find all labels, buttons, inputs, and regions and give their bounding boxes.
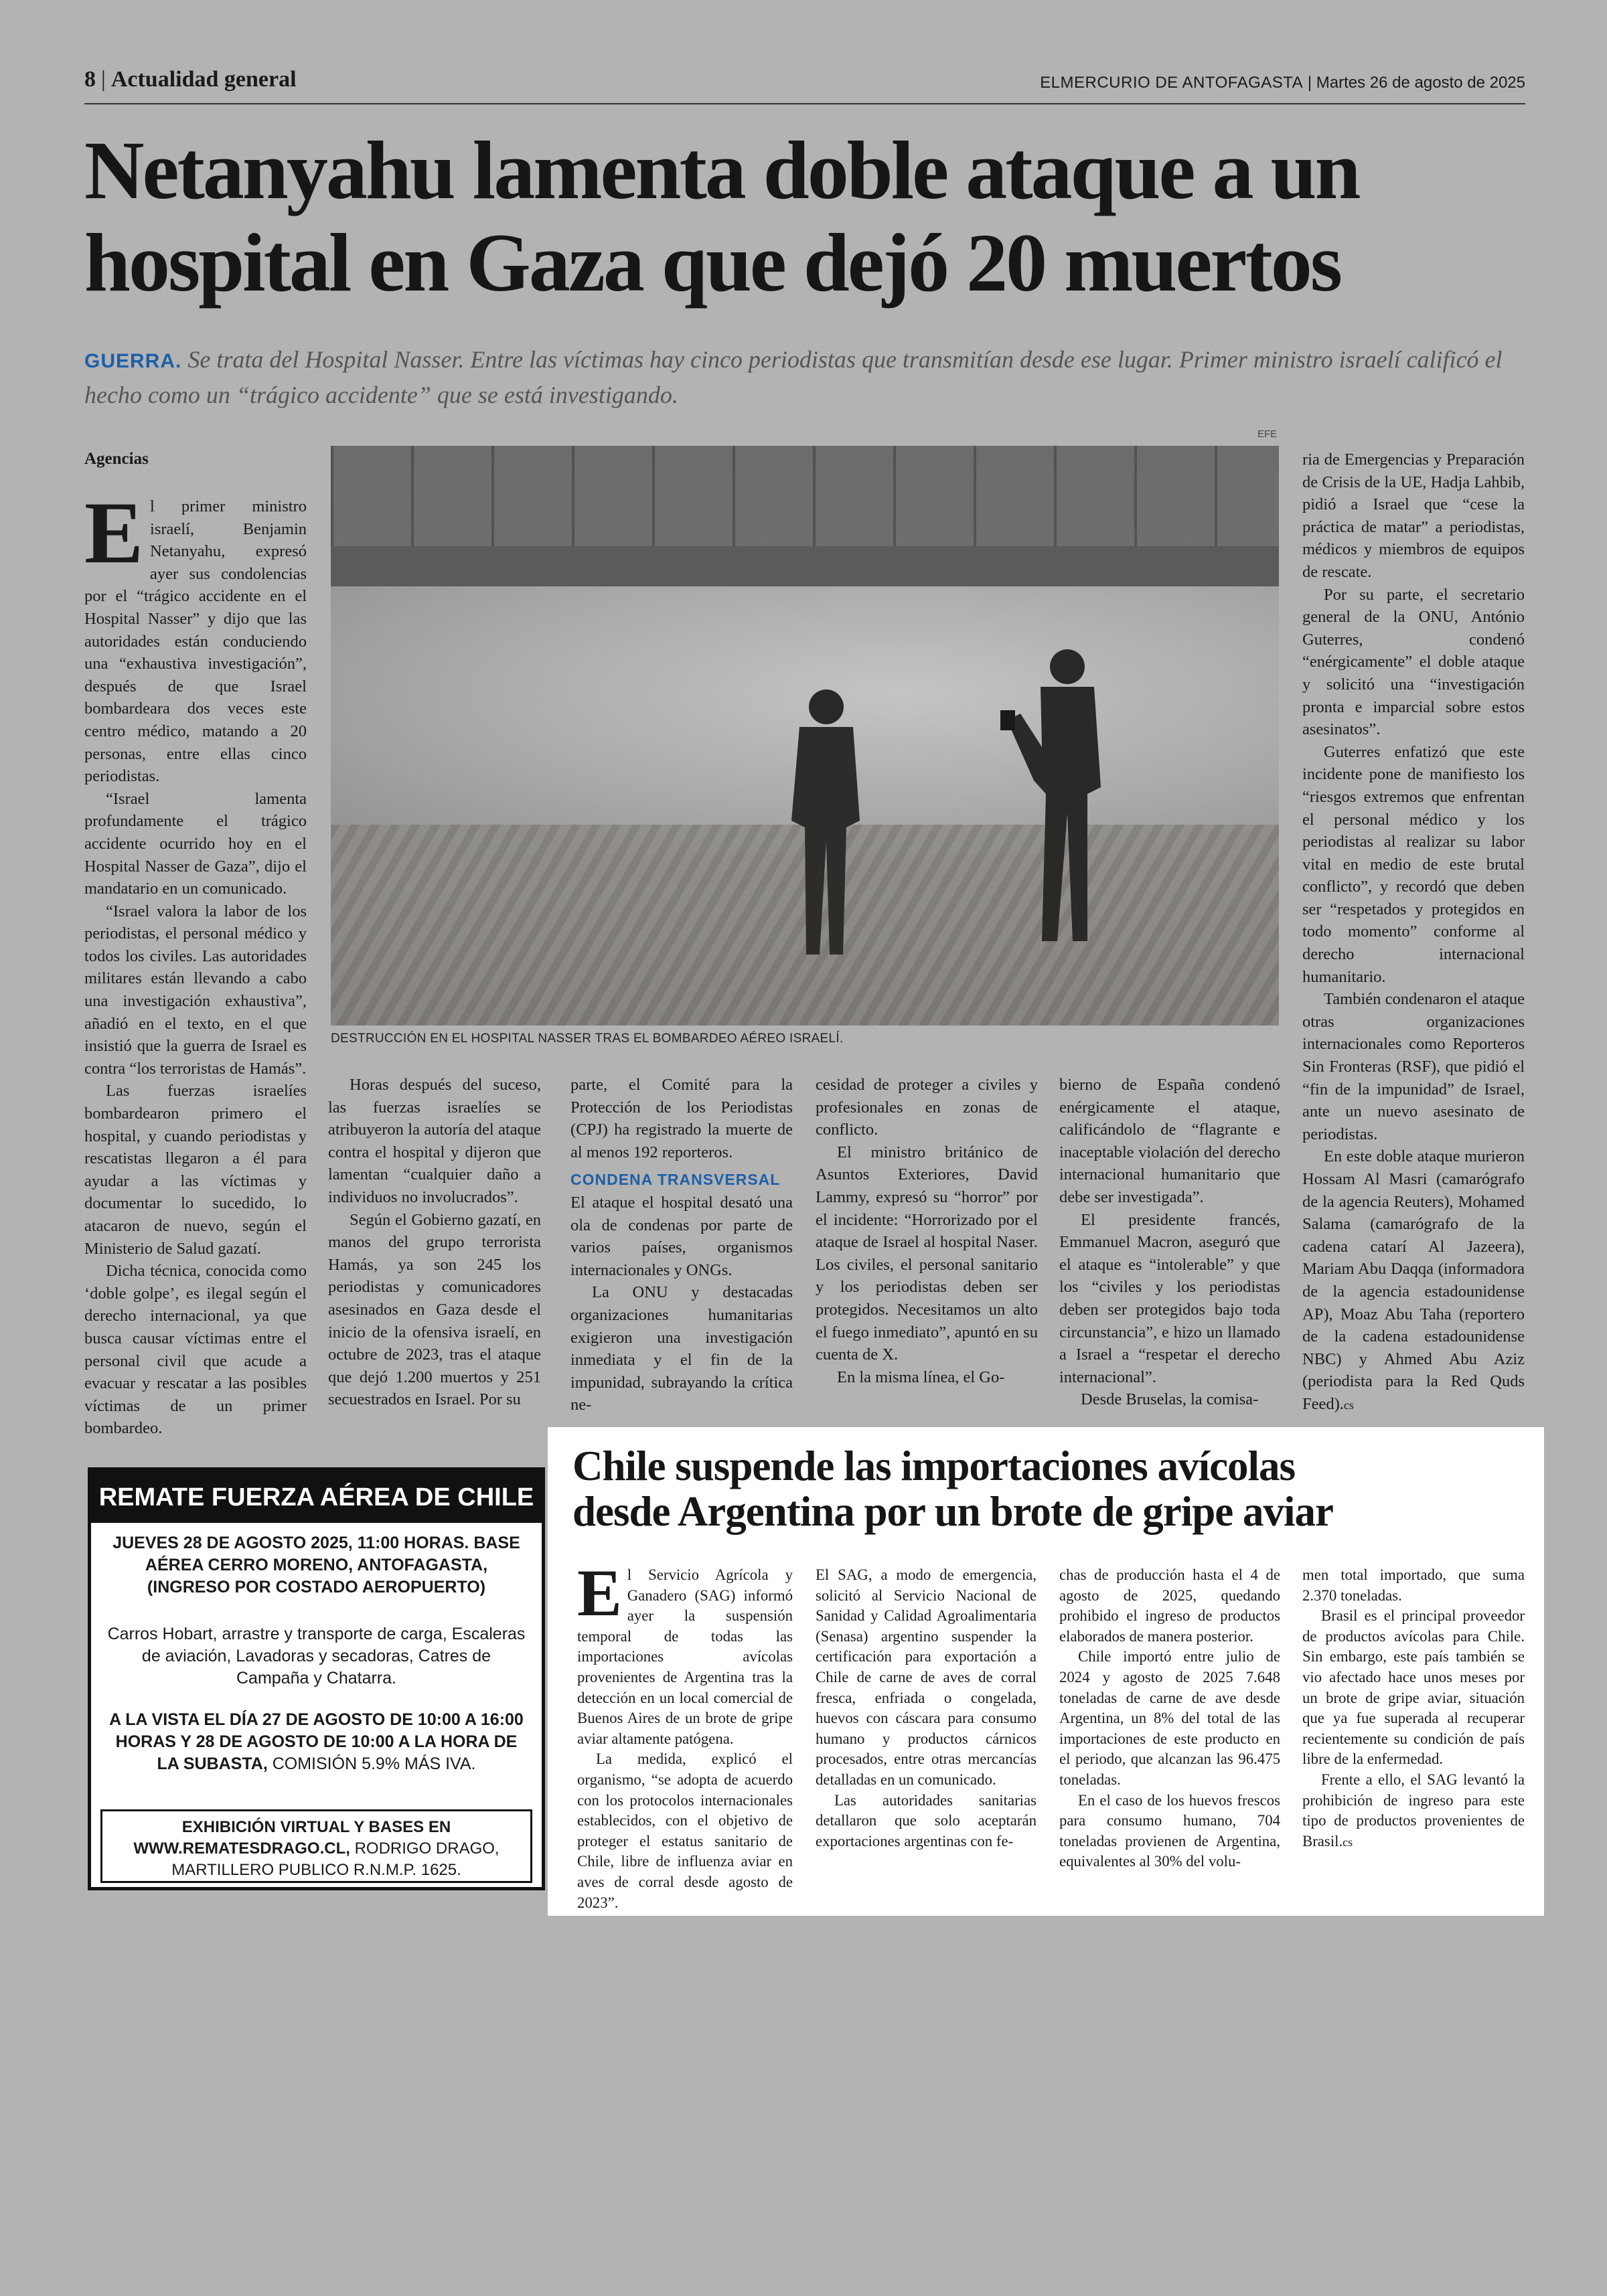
newspaper-name: ELMERCURIO DE ANTOFAGASTA (1040, 74, 1304, 92)
page-number: 8 (84, 67, 96, 92)
section-label: 8 | Actualidad general (84, 67, 297, 92)
main-headline (84, 125, 1525, 309)
ad-virtual-exhibition (100, 1809, 532, 1883)
paragraph: En la misma línea, el Go- (837, 1368, 1005, 1386)
end-mark: cs (1343, 1835, 1353, 1849)
drop-cap: E (577, 1556, 622, 1630)
paragraph: El ataque el hospital desató una ola de condenas por parte de varios países, organismos internacionales y ONGs. (570, 1193, 793, 1279)
deck-kicker: GUERRA. (84, 350, 182, 372)
paragraph: El presidente francés, Emmanuel Macron, aseguró que el ataque es “intolerable” y que los “civiles y los periodistas deben ser protegidos bajo toda circunstancia”, e hizo un llamado a Israel a “respetar el derecho internacional”. (1059, 1210, 1280, 1386)
headline-line-1: Netanyahu lamenta doble ataque a un (84, 125, 1359, 216)
paragraph: La ONU y destacadas organizaciones humanitarias exigieron una investigación inmediata y el fin de la impunidad, subrayando la crítica ne- (570, 1283, 793, 1414)
article2-column-3 (1059, 1565, 1280, 1872)
paragraph-text: En este doble ataque murieron Hossam Al Masri (camarógrafo de la agencia Reuters), Mohamed Salama (camarógrafo de la cadena catarí Al Jazeera), Mariam Abu Daqqa (informadora de la agencia estadounidense AP), Moaz Abu Taha (reportero de la cadena estadounidense NBC) y Ahmed Abu Aziz (periodista para la Red Quds Feed). (1302, 1147, 1525, 1413)
paragraph (577, 1556, 793, 1749)
section-name: Actualidad general (110, 67, 297, 92)
paragraph: Por su parte, el secretario general de la ONU, António Guterres, condenó “enérgicamente” el doble ataque y solicitó una “investigación pronta e imparcial sobre estos asesinatos”. (1302, 585, 1525, 739)
ad-viewing (104, 1709, 528, 1775)
article-deck (84, 343, 1525, 412)
paragraph: parte, el Comité para la Protección de los Periodistas (CPJ) ha registrado la muerte de al menos 192 reporteros. (570, 1076, 793, 1161)
ad-items: Carros Hobart, arrastre y transporte de carga, Escaleras de aviación, Lavadoras y secadoras, Catres de Campaña y Chatarra. (107, 1625, 526, 1688)
paragraph: “Israel lamenta profundamente el trágico accidente ocurrido hoy en el Hospital Nasser de Gaza”, dijo el mandatario en un comunicado. (84, 789, 307, 898)
paragraph (1302, 1145, 1525, 1416)
ad-date-location: JUEVES 28 DE AGOSTO 2025, 11:00 HORAS. BASE AÉREA CERRO MORENO, ANTOFAGASTA, (INGRESO POR COSTADO AEROPUERTO) (112, 1534, 520, 1596)
ad-title: REMATE FUERZA AÉREA DE CHILE (91, 1471, 542, 1523)
page-header (84, 64, 1525, 104)
paragraph: Dicha técnica, conocida como ‘doble golpe’, es ilegal según el derecho internacional, ya que busca causar víctimas entre el personal civil que acude a evacuar y rescatar a las posibles víctimas de un primer bombardeo. (84, 1262, 307, 1438)
article1-column-2 (328, 1074, 541, 1411)
photo-caption: DESTRUCCIÓN EN EL HOSPITAL NASSER TRAS EL BOMBARDEO AÉREO ISRAELÍ. (331, 1032, 844, 1046)
paragraph: men total importado, que suma 2.370 toneladas. (1302, 1566, 1525, 1604)
paragraph: El SAG, a modo de emergencia, solicitó al Servicio Nacional de Sanidad y Calidad Agroalimentaria (Senasa) argentino suspender la certificación para exportación a Chile de carne de aves de corral fresca, enfriada o congelada, huevos con cáscara para consumo humano y productos cárnicos procesados, entre otras mercancías detalladas en un comunicado. (816, 1566, 1037, 1788)
paragraph-text: l primer ministro israelí, Benjamin Netanyahu, expresó ayer sus condolencias por el “trágico accidente en el Hospital Nasser” y dijo que las autoridades están conduciendo una “exhaustiva investigación”, después de que Israel bombardeara dos veces este centro médico, matando a 20 personas, entre ellas cinco periodistas. (84, 497, 307, 786)
paragraph: Chile importó entre julio de 2024 y agosto de 2025 7.648 toneladas de carne de ave desde Argentina, un 8% del total de las importaciones de este producto en el periodo, que alcanzan las 96.475 toneladas. (1059, 1648, 1280, 1788)
issue-date: Martes 26 de agosto de 2025 (1316, 74, 1525, 92)
article1-column-1 (84, 483, 307, 1440)
article1-column-4 (816, 1074, 1038, 1388)
ad-viewing-bold: A LA VISTA EL DÍA 27 DE AGOSTO DE 10:00 A 16:00 HORAS Y 28 DE AGOSTO DE 10:00 A LA HORA DE LA SUBASTA, (109, 1710, 524, 1773)
article2-column-4 (1302, 1565, 1525, 1852)
deck-text: Se trata del Hospital Nasser. Entre las víctimas hay cinco periodistas que transmitían desde ese lugar. Primer ministro israelí calificó el hecho como un “trágico accidente” que se está investigando. (84, 346, 1503, 408)
paragraph: bierno de España condenó enérgicamente el ataque, calificándolo de “flagrante e inaceptable violación del derecho internacional humanitario que debe ser investigada”. (1059, 1076, 1280, 1206)
paragraph: Las autoridades sanitarias detallaron que solo aceptarán exportaciones argentinas con fe- (816, 1791, 1037, 1850)
ad-commission: COMISIÓN 5.9% MÁS IVA. (267, 1754, 476, 1773)
person-silhouette (773, 687, 873, 968)
paragraph-text: Frente a ello, el SAG levantó la prohibición de ingreso para este tipo de productos provenientes de Brasil. (1302, 1771, 1525, 1850)
ad-website: WWW.REMATESDRAGO.CL, (133, 1839, 350, 1858)
paragraph: ria de Emergencias y Preparación de Crisis de la UE, Hadja Lahbib, pidió a Israel que “cese la práctica de matar” a periodistas, médicos y miembros de equipos de rescate. (1302, 450, 1525, 581)
paragraph: cesidad de proteger a civiles y profesionales en zonas de conflicto. (816, 1076, 1038, 1139)
paragraph: También condenaron el ataque otras organizaciones internacionales como Reporteros Sin Fronteras (RSF), que pidió el “fin de la impunidad” de Israel, ante un nuevo asesinato de periodistas. (1302, 990, 1525, 1143)
paragraph: Según el Gobierno gazatí, en manos del grupo terrorista Hamás, ya son 245 los periodistas y comunicadores asesinados en Gaza desde el inicio de la ofensiva israelí, en octubre de 2023, tras el ataque que dejó 1.200 muertos y 251 secuestrados en Israel. Por su (328, 1210, 541, 1409)
article1-column-6 (1302, 448, 1525, 1417)
paragraph (1302, 1770, 1525, 1852)
byline: Agencias (84, 450, 149, 468)
paragraph: chas de producción hasta el 4 de agosto de 2025, quedando prohibido el ingreso de productos elaborados de manera posterior. (1059, 1566, 1280, 1645)
paragraph: “Israel valora la labor de los periodistas, el personal médico y todos los civiles. Las autoridades militares están llevando a cabo una investigación exhaustiva”, añadió en el texto, en el que insistió que la guerra de Israel es contra “los terroristas de Hamás”. (84, 902, 307, 1078)
headline-line-2: hospital en Gaza que dejó 20 muertos (84, 217, 1341, 309)
paragraph: Las fuerzas israelíes bombardearon primero el hospital, y cuando periodistas y rescatistas llegaron a él para ayudar a las víctimas y documentar lo sucedido, lo atacaron de nuevo, según el Ministerio de Salud gazatí. (84, 1082, 307, 1258)
person-with-phone-silhouette (1000, 647, 1121, 955)
ad-auctioneer: RODRIGO DRAGO, MARTILLERO PUBLICO R.N.M.P. 1625. (171, 1839, 500, 1879)
article1-column-3 (570, 1074, 793, 1416)
drop-cap: E (84, 483, 144, 582)
paragraph: El ministro británico de Asuntos Exteriores, David Lammy, expresó su “horror” por el incidente: “Horrorizado por el ataque de Israel al hospital Naser. Los civiles, el personal sanitario y los periodistas deben ser protegidos. Necesitamos un alto el fuego inmediato”, apuntó en su cuenta de X. (816, 1143, 1038, 1364)
ad-exhibition-heading: EXHIBICIÓN VIRTUAL Y BASES EN (181, 1818, 451, 1836)
photo-credit: EFE (1257, 428, 1278, 440)
paragraph: Brasil es el principal proveedor de productos avícolas para Chile. Sin embargo, este país también se vio afectado hace unos meses por un brote de gripe aviar, situación que ya fue superada al recuperar recientemente su condición de país libre de la enfermedad. (1302, 1607, 1525, 1768)
masthead-date: ELMERCURIO DE ANTOFAGASTA | Martes 26 de agosto de 2025 (1040, 74, 1525, 92)
paragraph-text: l Servicio Agrícola y Ganadero (SAG) informó ayer la suspensión temporal de todas las importaciones avícolas provenientes de Argentina tras la detección en un local comercial de Buenos Aires de un brote de gripe aviar altamente patógena. (577, 1566, 793, 1747)
headline-line-2: desde Argentina por un brote de gripe aviar (572, 1488, 1333, 1535)
headline-line-1: Chile suspende las importaciones avícolas (572, 1443, 1296, 1489)
end-mark: cs (1343, 1398, 1354, 1412)
paragraph: Horas después del suceso, las fuerzas israelíes se atribuyeron la autoría del ataque contra el hospital y dijeron que lamentan “cualquier daño a individuos no involucrados”. (328, 1076, 541, 1206)
article2-column-2 (816, 1565, 1037, 1852)
article2-column-1 (577, 1556, 793, 1913)
photo-ceiling (331, 446, 1279, 546)
article2-headline (572, 1443, 1510, 1534)
article1-column-5 (1059, 1074, 1280, 1411)
paragraph (84, 483, 307, 788)
news-photo (331, 446, 1279, 1026)
subhead: CONDENA TRANSVERSAL (570, 1171, 781, 1189)
paragraph: En el caso de los huevos frescos para consumo humano, 704 toneladas provienen de Argentina, equivalentes al 30% del volu- (1059, 1791, 1280, 1870)
photo-beam (331, 546, 1279, 586)
paragraph: La medida, explicó el organismo, “se adopta de acuerdo con los protocolos internacionales establecidos, con el objetivo de proteger el estatus sanitario de Chile, libre de influenza aviar en aves de corral desde agosto de 2023”. (577, 1750, 793, 1911)
auction-advertisement (88, 1467, 545, 1890)
paragraph: Desde Bruselas, la comisa- (1081, 1390, 1259, 1409)
paragraph: Guterres enfatizó que este incidente pone de manifiesto los “riesgos extremos que enfrentan el personal médico y los periodistas al realizar su labor vital en medio de este brutal conflicto”, y recordó que deben ser “respetados y protegidos en todo momento” conforme al derecho internacional humanitario. (1302, 742, 1525, 986)
